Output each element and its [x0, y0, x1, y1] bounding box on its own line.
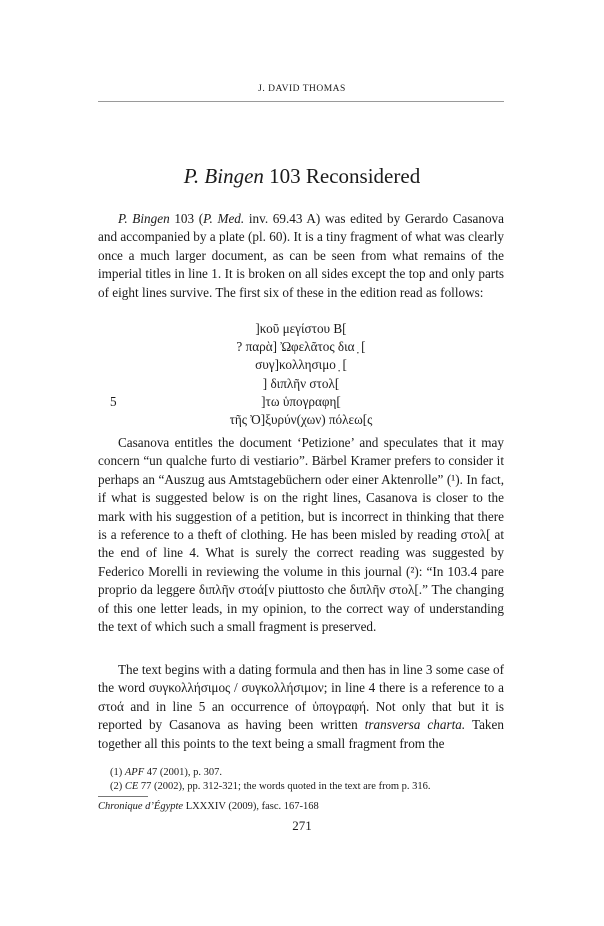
footnote-italic: APF [124, 767, 145, 778]
line-number: 5 [110, 393, 117, 409]
running-head: J. DAVID THOMAS [258, 84, 346, 94]
edition-line [98, 393, 504, 411]
footnote-text: 47 (2001), p. 307. [144, 767, 222, 778]
edition-line [98, 320, 504, 338]
footnote [98, 766, 504, 780]
footnote-rule [98, 796, 148, 797]
edition-line-text: ]κοῦ μεγίστου Β[ [255, 321, 347, 336]
p3-text-2: Taken together all this points to the text being a small fragment from the [98, 717, 504, 751]
edition-line [98, 411, 504, 429]
p1-italic-1: P. Bingen [118, 211, 170, 226]
p2-text: Casanova entitles the document ‘Petizione’ and speculates that it may concern “un qualche furto di vestiario”. Bärbel Kramer prefers to consider it perhaps an “Auszug aus Amtstagebüchern oder einer Aktenrolle” (¹). In fact, if what is suggested below is on the right lines, Casanova is closer to the mark with his suggestion of a petition, but is incorrect in thinking that there is a reference to a theft of clothing. He has been misled by reading στολ[ at the end of line 4. What is surely the correct reading was suggested by Federico Morelli in reviewing the volume in this journal (²): “In 103.4 pare proprio da leggere διπλῆν στοά[ν piuttosto che διπλῆν στολ[.” The changing of this one letter leads, in my opinion, to the correct way of understanding the text of which such a small fragment is preserved. [98, 435, 504, 635]
p3-text-1: The text begins with a dating formula and then has in line 3 some case of the word συγκολλήσιμος / συγκολλήσιμον; in line 4 there is a reference to a στοά and in line 5 an occurrence of ὑπογραφή. Not only that but it is reported by Casanova as having been written [98, 662, 504, 733]
edition-line [98, 338, 504, 356]
paragraph-2 [98, 434, 504, 636]
edition-line-text: ]τω ὑπογραφη[ [261, 393, 341, 409]
paragraph-1 [98, 210, 504, 302]
journal-title: Chronique d’Égypte [98, 801, 184, 812]
p1-italic-2: P. Med. [203, 211, 245, 226]
footnote-marker: (2) [110, 781, 123, 792]
p1-text-2: inv. 69.43 A) was edited by Gerardo Casanova and accompanied by a plate (pl. 60). It is a tiny fragment of what was clearly once a much larger document, as can be seen from what remains of the imperial titles in line 1. It is broken on all sides except the top and only parts of eight lines survive. The first six of these in the edition read as follows: [98, 211, 504, 300]
title-rest: 103 Reconsidered [263, 164, 421, 188]
p1-text-1: 103 ( [169, 211, 204, 226]
footnote [98, 780, 504, 794]
footnotes [98, 766, 504, 814]
page-number: 271 [292, 818, 312, 833]
edition-line-text: ] διπλῆν στολ[ [262, 375, 340, 391]
footnote-marker: (1) [110, 767, 123, 778]
journal-line [98, 800, 504, 814]
edition-line-text: ? παρὰ] Ὠφελᾶτος δια ̣ [ [236, 339, 366, 355]
p3-italic: transversa charta. [364, 717, 466, 733]
article-title [0, 164, 604, 189]
title-italic: P. Bingen [183, 164, 264, 188]
footnote-text: 77 (2002), pp. 312-321; the words quoted in the text are from p. 316. [138, 781, 431, 792]
edition-line [98, 356, 504, 374]
journal-issue: LXXXIV (2009), fasc. 167-168 [183, 801, 319, 812]
edition-line-text: συγ]κολλησιμο ̣ [ [255, 357, 347, 373]
edition-line-text: τῆς Ὀ]ξυρύν(χων) πόλεω[ς [229, 411, 373, 427]
header-rule [98, 101, 504, 102]
footnote-italic: CE [124, 781, 139, 792]
paragraph-3 [98, 661, 504, 753]
edition-text-block [98, 320, 504, 429]
edition-line [98, 375, 504, 393]
